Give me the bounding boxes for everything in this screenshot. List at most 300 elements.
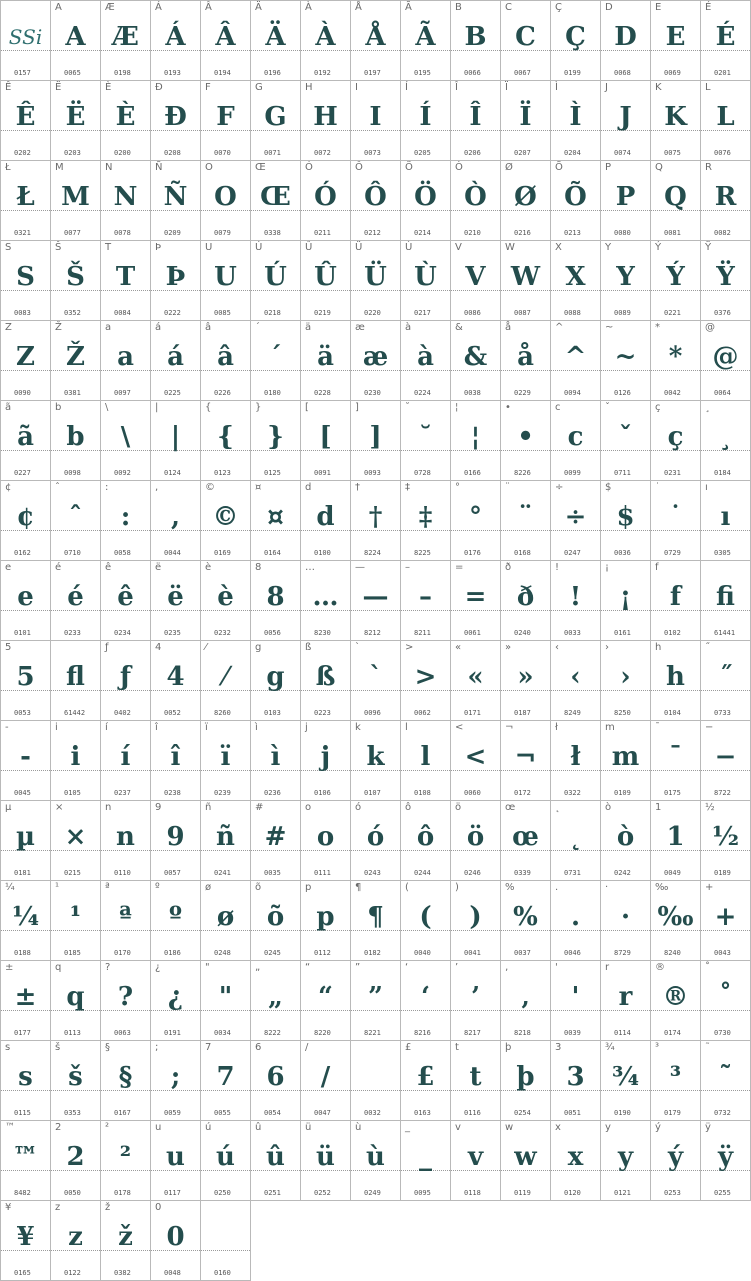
glyph-code: 0117 [164, 1189, 181, 1197]
glyph-label: ³ [655, 1042, 660, 1053]
glyph-code: 0211 [314, 229, 331, 237]
glyph-code: 0063 [114, 1029, 131, 1037]
glyph-code: 0188 [14, 949, 31, 957]
glyph-code: 0240 [514, 629, 531, 637]
glyph-label: ˛ [555, 802, 560, 813]
glyph-label: [ [305, 402, 309, 413]
glyph-sample: . [570, 902, 581, 932]
glyph-label: - [5, 722, 9, 733]
glyph-code: 0218 [264, 309, 281, 317]
glyph-cell [301, 641, 351, 721]
glyph-code: 0126 [614, 389, 631, 397]
glyph-code: 0226 [214, 389, 231, 397]
glyph-sample: ™ [12, 1142, 39, 1172]
glyph-sample: ˛ [569, 822, 582, 852]
glyph-code: 0223 [314, 709, 331, 717]
glyph-sample: ¦ [470, 422, 481, 452]
glyph-sample: ] [369, 422, 382, 452]
glyph-code: 0049 [664, 869, 681, 877]
glyph-label: ú [205, 1122, 212, 1133]
glyph-code: 0230 [364, 389, 381, 397]
glyph-sample: é [67, 582, 84, 612]
glyph-sample: ç [667, 422, 684, 452]
glyph-cell [51, 1, 101, 81]
glyph-label: ž [105, 1202, 111, 1213]
glyph-code: 0215 [64, 869, 81, 877]
glyph-code: 0109 [614, 789, 631, 797]
glyph-label: y [605, 1122, 611, 1133]
glyph-sample: ö [466, 822, 485, 852]
glyph-code: 0033 [564, 629, 581, 637]
glyph-code: 0106 [314, 789, 331, 797]
glyph-code: 0710 [64, 549, 81, 557]
glyph-label: ˜ [705, 1042, 710, 1053]
glyph-label: ^ [555, 322, 564, 333]
glyph-code: 0732 [714, 1109, 731, 1117]
glyph-sample: e [17, 582, 34, 612]
glyph-label: r [605, 962, 610, 973]
glyph-cell [201, 641, 251, 721]
glyph-label: ï [205, 722, 208, 733]
glyph-cell [301, 961, 351, 1041]
glyph-label: Ä [255, 2, 262, 13]
glyph-cell [51, 241, 101, 321]
glyph-sample: $ [616, 502, 635, 532]
glyph-code: 8224 [364, 549, 381, 557]
glyph-cell [551, 401, 601, 481]
glyph-cell [151, 241, 201, 321]
glyph-label: ´ [255, 322, 260, 333]
glyph-label: ° [455, 482, 460, 493]
glyph-label: d [305, 482, 312, 493]
glyph-label: ä [305, 322, 312, 333]
glyph-cell [701, 321, 751, 401]
glyph-cell [551, 241, 601, 321]
glyph-code: 0247 [564, 549, 581, 557]
glyph-code: 0058 [114, 549, 131, 557]
glyph-label: ç [655, 402, 661, 413]
glyph-code: 0253 [664, 1189, 681, 1197]
glyph-sample: 6 [266, 1062, 285, 1092]
glyph-cell [301, 881, 351, 961]
glyph-label: g [255, 642, 262, 653]
glyph-cell [1, 1041, 51, 1121]
glyph-label: ‹ [555, 642, 559, 653]
glyph-code: 8221 [364, 1029, 381, 1037]
glyph-sample: ı [720, 502, 731, 532]
glyph-code: 0114 [614, 1029, 631, 1037]
glyph-code: 0216 [514, 229, 531, 237]
font-logo: SSi [8, 25, 43, 49]
glyph-label: & [455, 322, 463, 333]
glyph-code: 8249 [564, 709, 581, 717]
glyph-cell [201, 241, 251, 321]
glyph-code: 0352 [64, 309, 81, 317]
glyph-sample: © [212, 502, 239, 532]
glyph-cell [401, 801, 451, 881]
glyph-label: t [455, 1042, 459, 1053]
glyph-code: 0322 [564, 789, 581, 797]
glyph-cell [1, 881, 51, 961]
glyph-label: Ž [55, 322, 62, 333]
glyph-sample: Ñ [163, 182, 188, 212]
glyph-label: $ [605, 482, 612, 493]
glyph-cell [551, 1, 601, 81]
glyph-code: 0195 [414, 69, 431, 77]
glyph-sample: À [315, 22, 336, 52]
glyph-sample: ( [419, 902, 432, 932]
glyph-cell [701, 401, 751, 481]
glyph-cell [101, 961, 151, 1041]
glyph-sample: ù [366, 1142, 385, 1172]
glyph-label: é [55, 562, 62, 573]
glyph-sample: ¸ [719, 422, 732, 452]
glyph-code: 8211 [414, 629, 431, 637]
glyph-label: Á [155, 2, 162, 13]
glyph-cell [151, 81, 201, 161]
glyph-sample: # [264, 822, 287, 852]
glyph-sample: @ [712, 342, 739, 372]
glyph-cell [401, 321, 451, 401]
glyph-sample: ^ [564, 342, 587, 372]
glyph-cell [251, 961, 301, 1041]
glyph-label: ø [205, 882, 212, 893]
glyph-cell [651, 321, 701, 401]
glyph-label: H [305, 82, 313, 93]
glyph-code: 0208 [164, 149, 181, 157]
glyph-cell [351, 1, 401, 81]
glyph-cell [101, 401, 151, 481]
glyph-code: 0210 [464, 229, 481, 237]
glyph-cell [601, 81, 651, 161]
glyph-code: 0082 [714, 229, 731, 237]
glyph-sample: ó [366, 822, 385, 852]
glyph-code: 0157 [14, 69, 31, 77]
glyph-code: 0199 [564, 69, 581, 77]
glyph-code: 0042 [664, 389, 681, 397]
glyph-cell [1, 721, 51, 801]
glyph-cell [501, 161, 551, 241]
glyph-cell [651, 401, 701, 481]
glyph-label: m [605, 722, 615, 733]
glyph-cell [651, 1121, 701, 1201]
glyph-code: 0182 [364, 949, 381, 957]
glyph-cell [401, 241, 451, 321]
glyph-label: G [255, 82, 263, 93]
glyph-code: 0728 [414, 469, 431, 477]
glyph-label: + [705, 882, 714, 893]
glyph-cell [451, 481, 501, 561]
glyph-code: 0073 [364, 149, 381, 157]
glyph-label: ” [355, 962, 361, 973]
glyph-code: 0189 [714, 869, 731, 877]
glyph-sample: T [115, 262, 136, 292]
glyph-label: j [305, 722, 308, 733]
glyph-cell [1, 321, 51, 401]
glyph-label: µ [5, 802, 12, 813]
glyph-cell [701, 801, 751, 881]
glyph-label: D [605, 2, 613, 13]
glyph-code: 0733 [714, 709, 731, 717]
glyph-code: 0111 [314, 869, 331, 877]
glyph-cell [701, 961, 751, 1041]
glyph-code: 0113 [64, 1029, 81, 1037]
glyph-label: ü [305, 1122, 312, 1133]
glyph-sample: _ [419, 1142, 432, 1172]
glyph-sample: Þ [165, 262, 186, 292]
glyph-cell [251, 81, 301, 161]
glyph-sample: Ï [519, 102, 532, 132]
glyph-code: 0076 [714, 149, 731, 157]
glyph-cell [201, 81, 251, 161]
glyph-sample: ˜ [719, 1062, 732, 1092]
glyph-sample: : [120, 502, 131, 532]
glyph-sample: — [362, 582, 389, 612]
glyph-code: 0338 [264, 229, 281, 237]
glyph-cell [451, 1, 501, 81]
glyph-sample: R [714, 182, 737, 212]
glyph-label: · [605, 882, 609, 893]
glyph-code: 0102 [664, 629, 681, 637]
glyph-cell [601, 1121, 651, 1201]
glyph-cell [701, 161, 751, 241]
glyph-code: 0069 [664, 69, 681, 77]
glyph-code: 0055 [214, 1109, 231, 1117]
glyph-code: 0228 [314, 389, 331, 397]
glyph-cell [601, 561, 651, 641]
glyph-code: 0248 [214, 949, 231, 957]
glyph-cell [1, 241, 51, 321]
glyph-code: 0079 [214, 229, 231, 237]
glyph-label: è [205, 562, 212, 573]
glyph-sample: Ê [15, 102, 36, 132]
glyph-sample: 8 [266, 582, 285, 612]
glyph-code: 0086 [464, 309, 481, 317]
glyph-sample: k [366, 742, 385, 772]
glyph-sample: | [170, 422, 181, 452]
glyph-code: 0184 [714, 469, 731, 477]
glyph-code: 0180 [264, 389, 281, 397]
glyph-label: › [605, 642, 609, 653]
glyph-label: Y [605, 242, 612, 253]
glyph-code: 0122 [64, 1269, 81, 1277]
glyph-code: 0376 [714, 309, 731, 317]
glyph-sample: Ã [415, 22, 436, 52]
glyph-code: 0206 [464, 149, 481, 157]
glyph-sample: Í [419, 102, 432, 132]
glyph-sample: / [320, 1062, 331, 1092]
glyph-cell [151, 481, 201, 561]
glyph-sample: { [217, 422, 234, 452]
glyph-sample: t [469, 1062, 482, 1092]
glyph-sample: Ý [666, 262, 685, 292]
glyph-label: ¤ [255, 482, 262, 493]
glyph-cell [651, 881, 701, 961]
glyph-cell [601, 961, 651, 1041]
glyph-sample: ¶ [367, 902, 384, 932]
glyph-sample: î [170, 742, 181, 772]
glyph-label: Æ [105, 2, 115, 13]
glyph-cell [401, 1121, 451, 1201]
glyph-label: £ [405, 1042, 412, 1053]
glyph-label: ˙ [655, 482, 660, 493]
glyph-cell [1, 1, 51, 81]
glyph-cell [601, 1041, 651, 1121]
glyph-label: ¼ [5, 882, 15, 893]
glyph-sample: C [515, 22, 536, 52]
glyph-code: 8729 [614, 949, 631, 957]
glyph-label: Ì [555, 82, 558, 93]
glyph-cell [401, 641, 451, 721]
glyph-sample: L [716, 102, 735, 132]
glyph-label: Ê [5, 82, 12, 93]
glyph-cell [351, 481, 401, 561]
glyph-code: 0072 [314, 149, 331, 157]
glyph-label: ƒ [105, 642, 109, 653]
glyph-sample: n [116, 822, 135, 852]
glyph-code: 0178 [114, 1189, 131, 1197]
glyph-label: À [305, 2, 312, 13]
glyph-sample: Á [165, 22, 186, 52]
glyph-label: í [105, 722, 108, 733]
glyph-label: S [5, 242, 12, 253]
glyph-cell [451, 81, 501, 161]
glyph-code: 0339 [514, 869, 531, 877]
baseline-guide [201, 1250, 250, 1251]
glyph-cell [1, 561, 51, 641]
glyph-code: 0094 [564, 389, 581, 397]
glyph-sample: v [467, 1142, 484, 1172]
glyph-cell [651, 161, 701, 241]
glyph-label: u [155, 1122, 162, 1133]
glyph-sample: ï [220, 742, 231, 772]
glyph-cell [201, 401, 251, 481]
glyph-code: 0070 [214, 149, 231, 157]
glyph-cell [251, 561, 301, 641]
glyph-cell [551, 961, 601, 1041]
glyph-sample: 4 [166, 662, 185, 692]
glyph-code: 0402 [114, 709, 131, 717]
glyph-code: 0229 [514, 389, 531, 397]
glyph-cell [701, 241, 751, 321]
glyph-label: ł [555, 722, 558, 733]
glyph-sample: ³ [669, 1062, 682, 1092]
glyph-label: ß [305, 642, 312, 653]
glyph-cell [101, 1121, 151, 1201]
glyph-sample: ¤ [267, 502, 284, 532]
glyph-sample: z [68, 1222, 83, 1252]
glyph-cell [551, 1041, 601, 1121]
glyph-sample: Ł [16, 182, 35, 212]
glyph-cell [351, 81, 401, 161]
glyph-code: 0221 [664, 309, 681, 317]
glyph-code: 0193 [164, 69, 181, 77]
glyph-sample: º [169, 902, 182, 932]
glyph-label: L [705, 82, 711, 93]
glyph-sample: ⁄ [223, 662, 228, 692]
glyph-label: œ [505, 802, 516, 813]
glyph-code: 0203 [64, 149, 81, 157]
glyph-cell [51, 721, 101, 801]
glyph-sample: Ÿ [716, 262, 735, 292]
glyph-label: e [5, 562, 12, 573]
glyph-cell [701, 721, 751, 801]
glyph-sample: Œ [260, 182, 291, 212]
glyph-code: 0093 [364, 469, 381, 477]
glyph-cell [251, 401, 301, 481]
glyph-label: Ù [405, 242, 413, 253]
glyph-label: « [455, 642, 462, 653]
glyph-code: 0186 [164, 949, 181, 957]
glyph-cell [251, 1, 301, 81]
glyph-cell [301, 561, 351, 641]
glyph-cell [501, 81, 551, 161]
glyph-sample: ½ [711, 822, 740, 852]
glyph-cell [451, 721, 501, 801]
glyph-label: v [455, 1122, 461, 1133]
glyph-cell [201, 561, 251, 641]
glyph-code: 0061 [464, 629, 481, 637]
glyph-cell [101, 321, 151, 401]
glyph-cell [151, 641, 201, 721]
glyph-label: l [405, 722, 408, 733]
glyph-cell [201, 161, 251, 241]
glyph-sample: Ü [364, 262, 387, 292]
glyph-cell [301, 81, 351, 161]
glyph-cell [301, 161, 351, 241]
glyph-code: 0053 [14, 709, 31, 717]
glyph-label: ² [105, 1122, 110, 1133]
glyph-cell [401, 961, 451, 1041]
glyph-code: 0217 [414, 309, 431, 317]
glyph-code: 8260 [214, 709, 231, 717]
glyph-code: 0099 [564, 469, 581, 477]
glyph-sample: \ [120, 422, 131, 452]
glyph-code: 0225 [164, 389, 181, 397]
glyph-code: 0321 [14, 229, 31, 237]
glyph-label: a [105, 322, 112, 333]
glyph-cell [551, 81, 601, 161]
glyph-code: 0100 [314, 549, 331, 557]
glyph-code: 0251 [264, 1189, 281, 1197]
glyph-code: 0238 [164, 789, 181, 797]
glyph-label: ( [405, 882, 409, 893]
glyph-label: Þ [155, 242, 162, 253]
glyph-label: ÷ [555, 482, 564, 493]
glyph-cell [351, 641, 401, 721]
glyph-sample: y [617, 1142, 634, 1172]
glyph-code: 0078 [114, 229, 131, 237]
glyph-code: 8240 [664, 949, 681, 957]
glyph-label: , [155, 482, 159, 493]
glyph-cell [301, 801, 351, 881]
glyph-code: 0232 [214, 629, 231, 637]
glyph-cell [51, 641, 101, 721]
glyph-code: 0166 [464, 469, 481, 477]
glyph-cell [651, 721, 701, 801]
glyph-code: 0244 [414, 869, 431, 877]
glyph-label: ™ [5, 1122, 15, 1133]
glyph-cell [51, 81, 101, 161]
glyph-cell [51, 401, 101, 481]
glyph-code: 0046 [564, 949, 581, 957]
glyph-label: B [455, 2, 462, 13]
glyph-label: ) [455, 882, 459, 893]
glyph-code: 0044 [164, 549, 181, 557]
glyph-sample: i [70, 742, 81, 772]
glyph-code: 0092 [114, 469, 131, 477]
glyph-label: ò [605, 802, 612, 813]
